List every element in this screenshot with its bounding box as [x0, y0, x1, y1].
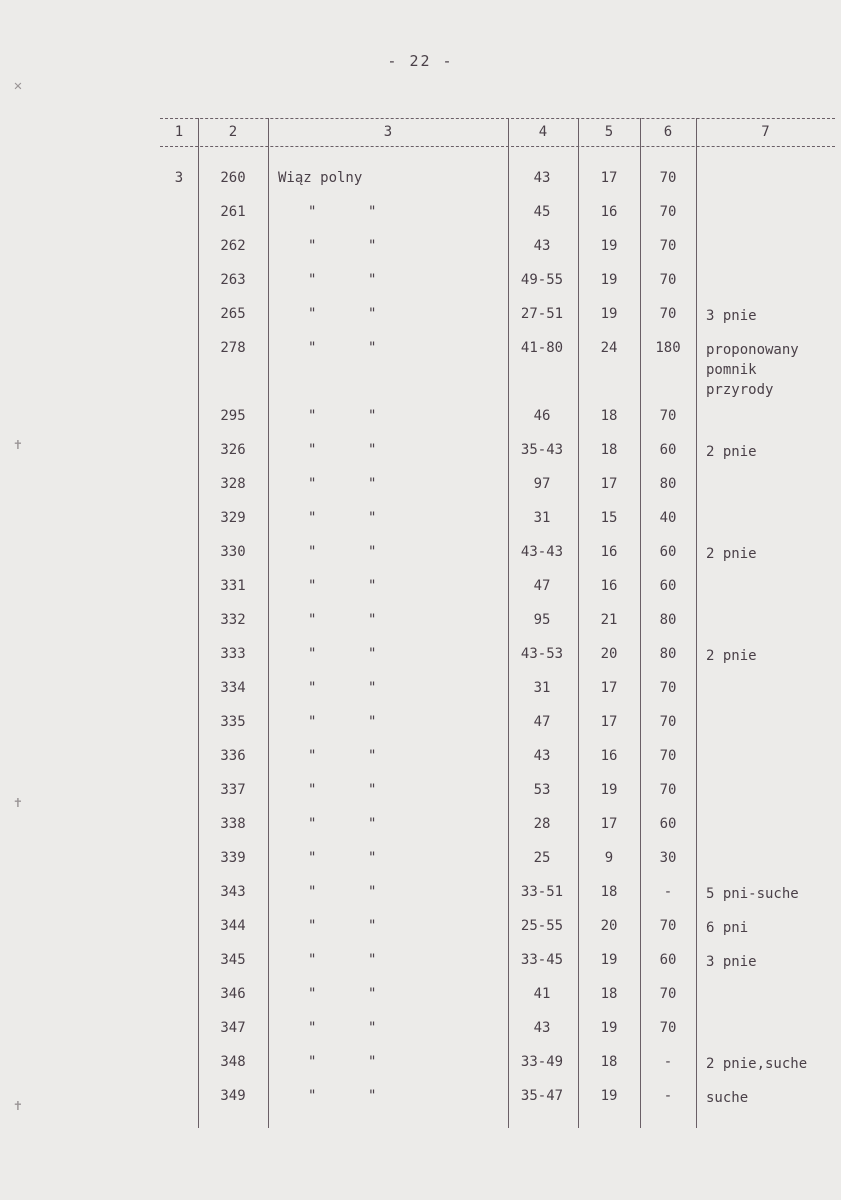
table-row — [160, 578, 835, 598]
table-row — [160, 782, 835, 802]
ditto-mark: " — [368, 1020, 377, 1036]
ditto-mark: " — [308, 204, 317, 220]
circumference-cell: 47 — [533, 578, 551, 594]
ditto-mark: " — [308, 612, 317, 628]
column-header-5: 5 — [604, 124, 614, 140]
ditto-mark: " — [308, 952, 317, 968]
ditto-mark: " — [368, 1088, 377, 1104]
tree-number-cell: 330 — [220, 544, 246, 560]
remarks-cell: 2 pnie — [706, 648, 757, 664]
age-cell: 60 — [659, 442, 677, 458]
circumference-cell: 43 — [533, 1020, 551, 1036]
ditto-mark: " — [368, 578, 377, 594]
height-cell: 19 — [600, 782, 618, 798]
height-cell: 18 — [600, 408, 618, 424]
age-cell: 180 — [655, 340, 681, 356]
ditto-mark: " — [368, 272, 377, 288]
table-row — [160, 476, 835, 496]
tree-number-cell: 344 — [220, 918, 246, 934]
ditto-mark: " — [368, 204, 377, 220]
column-header-3: 3 — [383, 124, 393, 140]
height-cell: 17 — [600, 476, 618, 492]
table-row — [160, 306, 835, 326]
remarks-cell: 3 pnie — [706, 954, 757, 970]
circumference-cell: 25-55 — [520, 918, 564, 934]
age-cell: 70 — [659, 238, 677, 254]
page-number: - 22 - — [387, 52, 454, 70]
ditto-mark: " — [368, 612, 377, 628]
column-header-2: 2 — [228, 124, 238, 140]
height-cell: 20 — [600, 646, 618, 662]
circumference-cell: 53 — [533, 782, 551, 798]
circumference-cell: 33-45 — [520, 952, 564, 968]
table-header-rule — [160, 146, 835, 147]
tree-number-cell: 331 — [220, 578, 246, 594]
table-row — [160, 510, 835, 530]
column-header-6: 6 — [663, 124, 673, 140]
ditto-mark: " — [368, 646, 377, 662]
height-cell: 18 — [600, 1054, 618, 1070]
remarks-cell: 6 pni — [706, 920, 749, 936]
table-row — [160, 544, 835, 564]
ditto-mark: " — [308, 340, 317, 356]
punch-hole-mark-icon: ✝ — [13, 437, 23, 453]
ditto-mark: " — [308, 408, 317, 424]
table-row — [160, 1088, 835, 1108]
tree-number-cell: 345 — [220, 952, 246, 968]
height-cell: 18 — [600, 986, 618, 1002]
tree-number-cell: 337 — [220, 782, 246, 798]
age-cell: 70 — [659, 170, 677, 186]
ditto-mark: " — [368, 918, 377, 934]
age-cell: 40 — [659, 510, 677, 526]
tree-number-cell: 335 — [220, 714, 246, 730]
ditto-mark: " — [368, 986, 377, 1002]
column-header-4: 4 — [538, 124, 548, 140]
age-cell: 70 — [659, 1020, 677, 1036]
tree-number-cell: 329 — [220, 510, 246, 526]
ditto-mark: " — [368, 238, 377, 254]
age-cell: 80 — [659, 646, 677, 662]
table-row — [160, 612, 835, 632]
circumference-cell: 31 — [533, 510, 551, 526]
ditto-mark: " — [368, 850, 377, 866]
tree-number-cell: 278 — [220, 340, 246, 356]
tree-inventory-table — [160, 118, 835, 1128]
remarks-cell: 5 pni-suche — [706, 886, 799, 902]
ditto-mark: " — [368, 1054, 377, 1070]
ditto-mark: " — [368, 680, 377, 696]
ditto-mark: " — [368, 816, 377, 832]
section-number-cell: 3 — [174, 170, 184, 186]
age-cell: 70 — [659, 680, 677, 696]
height-cell: 24 — [600, 340, 618, 356]
tree-number-cell: 349 — [220, 1088, 246, 1104]
circumference-cell: 46 — [533, 408, 551, 424]
ditto-mark: " — [308, 884, 317, 900]
tree-number-cell: 263 — [220, 272, 246, 288]
ditto-mark: " — [308, 680, 317, 696]
height-cell: 17 — [600, 170, 618, 186]
height-cell: 16 — [600, 748, 618, 764]
age-cell: 70 — [659, 714, 677, 730]
ditto-mark: " — [308, 1020, 317, 1036]
circumference-cell: 33-49 — [520, 1054, 564, 1070]
height-cell: 19 — [600, 238, 618, 254]
age-cell: 70 — [659, 986, 677, 1002]
ditto-mark: " — [368, 748, 377, 764]
column-header-7: 7 — [761, 124, 770, 140]
circumference-cell: 43-53 — [520, 646, 564, 662]
ditto-mark: " — [308, 306, 317, 322]
circumference-cell: 35-43 — [520, 442, 564, 458]
circumference-cell: 35-47 — [520, 1088, 564, 1104]
circumference-cell: 43 — [533, 238, 551, 254]
table-row — [160, 884, 835, 904]
punch-hole-mark-icon: ✝ — [13, 795, 23, 811]
height-cell: 19 — [600, 1088, 618, 1104]
tree-number-cell: 343 — [220, 884, 246, 900]
age-cell: 70 — [659, 748, 677, 764]
ditto-mark: " — [308, 272, 317, 288]
age-cell: 60 — [659, 578, 677, 594]
age-cell: - — [663, 1054, 673, 1070]
height-cell: 16 — [600, 578, 618, 594]
ditto-mark: " — [308, 476, 317, 492]
circumference-cell: 31 — [533, 680, 551, 696]
table-row — [160, 850, 835, 870]
age-cell: 70 — [659, 408, 677, 424]
circumference-cell: 43 — [533, 170, 551, 186]
age-cell: 30 — [659, 850, 677, 866]
remarks-cell: 2 pnie,suche — [706, 1056, 808, 1072]
remarks-cell: 3 pnie — [706, 308, 757, 324]
table-row — [160, 170, 835, 190]
remarks-cell: proponowany pomnik przyrody — [706, 342, 799, 398]
table-row — [160, 952, 835, 972]
table-row — [160, 408, 835, 428]
height-cell: 19 — [600, 306, 618, 322]
ditto-mark: " — [308, 850, 317, 866]
circumference-cell: 25 — [533, 850, 551, 866]
circumference-cell: 97 — [533, 476, 551, 492]
height-cell: 17 — [600, 680, 618, 696]
ditto-mark: " — [368, 544, 377, 560]
circumference-cell: 45 — [533, 204, 551, 220]
tree-number-cell: 332 — [220, 612, 246, 628]
tree-number-cell: 326 — [220, 442, 246, 458]
table-row — [160, 816, 835, 836]
table-row — [160, 442, 835, 462]
circumference-cell: 43-43 — [520, 544, 564, 560]
age-cell: 60 — [659, 544, 677, 560]
ditto-mark: " — [368, 782, 377, 798]
age-cell: 80 — [659, 476, 677, 492]
table-row — [160, 918, 835, 938]
table-row — [160, 680, 835, 700]
ditto-mark: " — [368, 306, 377, 322]
age-cell: - — [663, 1088, 673, 1104]
ditto-mark: " — [368, 442, 377, 458]
tree-number-cell: 328 — [220, 476, 246, 492]
table-row — [160, 238, 835, 258]
table-row — [160, 340, 835, 398]
ditto-mark: " — [308, 816, 317, 832]
tree-number-cell: 338 — [220, 816, 246, 832]
table-top-rule — [160, 118, 835, 119]
tree-number-cell: 333 — [220, 646, 246, 662]
ditto-mark: " — [308, 1088, 317, 1104]
ditto-mark: " — [308, 646, 317, 662]
ditto-mark: " — [308, 442, 317, 458]
ditto-mark: " — [308, 578, 317, 594]
ditto-mark: " — [308, 544, 317, 560]
table-row — [160, 986, 835, 1006]
ditto-mark: " — [308, 782, 317, 798]
column-header-1: 1 — [174, 124, 184, 140]
age-cell: 70 — [659, 272, 677, 288]
ditto-mark: " — [368, 510, 377, 526]
circumference-cell: 28 — [533, 816, 551, 832]
ditto-mark: " — [308, 986, 317, 1002]
age-cell: 80 — [659, 612, 677, 628]
age-cell: 70 — [659, 306, 677, 322]
tree-number-cell: 261 — [220, 204, 246, 220]
ditto-mark: " — [368, 952, 377, 968]
circumference-cell: 27-51 — [520, 306, 564, 322]
tree-number-cell: 336 — [220, 748, 246, 764]
ditto-mark: " — [368, 714, 377, 730]
age-cell: - — [663, 884, 673, 900]
remarks-cell: 2 pnie — [706, 546, 757, 562]
tree-number-cell: 348 — [220, 1054, 246, 1070]
ditto-mark: " — [308, 714, 317, 730]
ditto-mark: " — [308, 1054, 317, 1070]
species-cell: Wiąz polny — [278, 170, 363, 186]
height-cell: 9 — [604, 850, 614, 866]
tree-number-cell: 334 — [220, 680, 246, 696]
remarks-cell: 2 pnie — [706, 444, 757, 460]
ditto-mark: " — [368, 884, 377, 900]
tree-number-cell: 265 — [220, 306, 246, 322]
height-cell: 16 — [600, 544, 618, 560]
age-cell: 60 — [659, 816, 677, 832]
table-row — [160, 1020, 835, 1040]
tree-number-cell: 295 — [220, 408, 246, 424]
remarks-cell: suche — [706, 1090, 749, 1106]
ditto-mark: " — [368, 340, 377, 356]
age-cell: 70 — [659, 782, 677, 798]
table-row — [160, 714, 835, 734]
height-cell: 16 — [600, 204, 618, 220]
table-row — [160, 204, 835, 224]
circumference-cell: 43 — [533, 748, 551, 764]
ditto-mark: " — [368, 408, 377, 424]
table-row — [160, 272, 835, 292]
height-cell: 21 — [600, 612, 618, 628]
table-row — [160, 1054, 835, 1074]
height-cell: 18 — [600, 442, 618, 458]
punch-hole-mark-icon: ✝ — [13, 1098, 23, 1114]
height-cell: 20 — [600, 918, 618, 934]
age-cell: 70 — [659, 918, 677, 934]
height-cell: 19 — [600, 272, 618, 288]
height-cell: 15 — [600, 510, 618, 526]
ditto-mark: " — [308, 238, 317, 254]
height-cell: 17 — [600, 816, 618, 832]
circumference-cell: 49-55 — [520, 272, 564, 288]
circumference-cell: 41-80 — [520, 340, 564, 356]
height-cell: 17 — [600, 714, 618, 730]
tree-number-cell: 346 — [220, 986, 246, 1002]
height-cell: 19 — [600, 952, 618, 968]
ditto-mark: " — [308, 918, 317, 934]
height-cell: 19 — [600, 1020, 618, 1036]
tree-number-cell: 262 — [220, 238, 246, 254]
punch-hole-mark-icon: ✕ — [13, 78, 23, 94]
ditto-mark: " — [308, 748, 317, 764]
circumference-cell: 33-51 — [520, 884, 564, 900]
age-cell: 60 — [659, 952, 677, 968]
table-row — [160, 646, 835, 666]
ditto-mark: " — [368, 476, 377, 492]
table-row — [160, 748, 835, 768]
age-cell: 70 — [659, 204, 677, 220]
height-cell: 18 — [600, 884, 618, 900]
circumference-cell: 47 — [533, 714, 551, 730]
tree-number-cell: 339 — [220, 850, 246, 866]
ditto-mark: " — [308, 510, 317, 526]
tree-number-cell: 260 — [220, 170, 246, 186]
tree-number-cell: 347 — [220, 1020, 246, 1036]
circumference-cell: 41 — [533, 986, 551, 1002]
circumference-cell: 95 — [533, 612, 551, 628]
